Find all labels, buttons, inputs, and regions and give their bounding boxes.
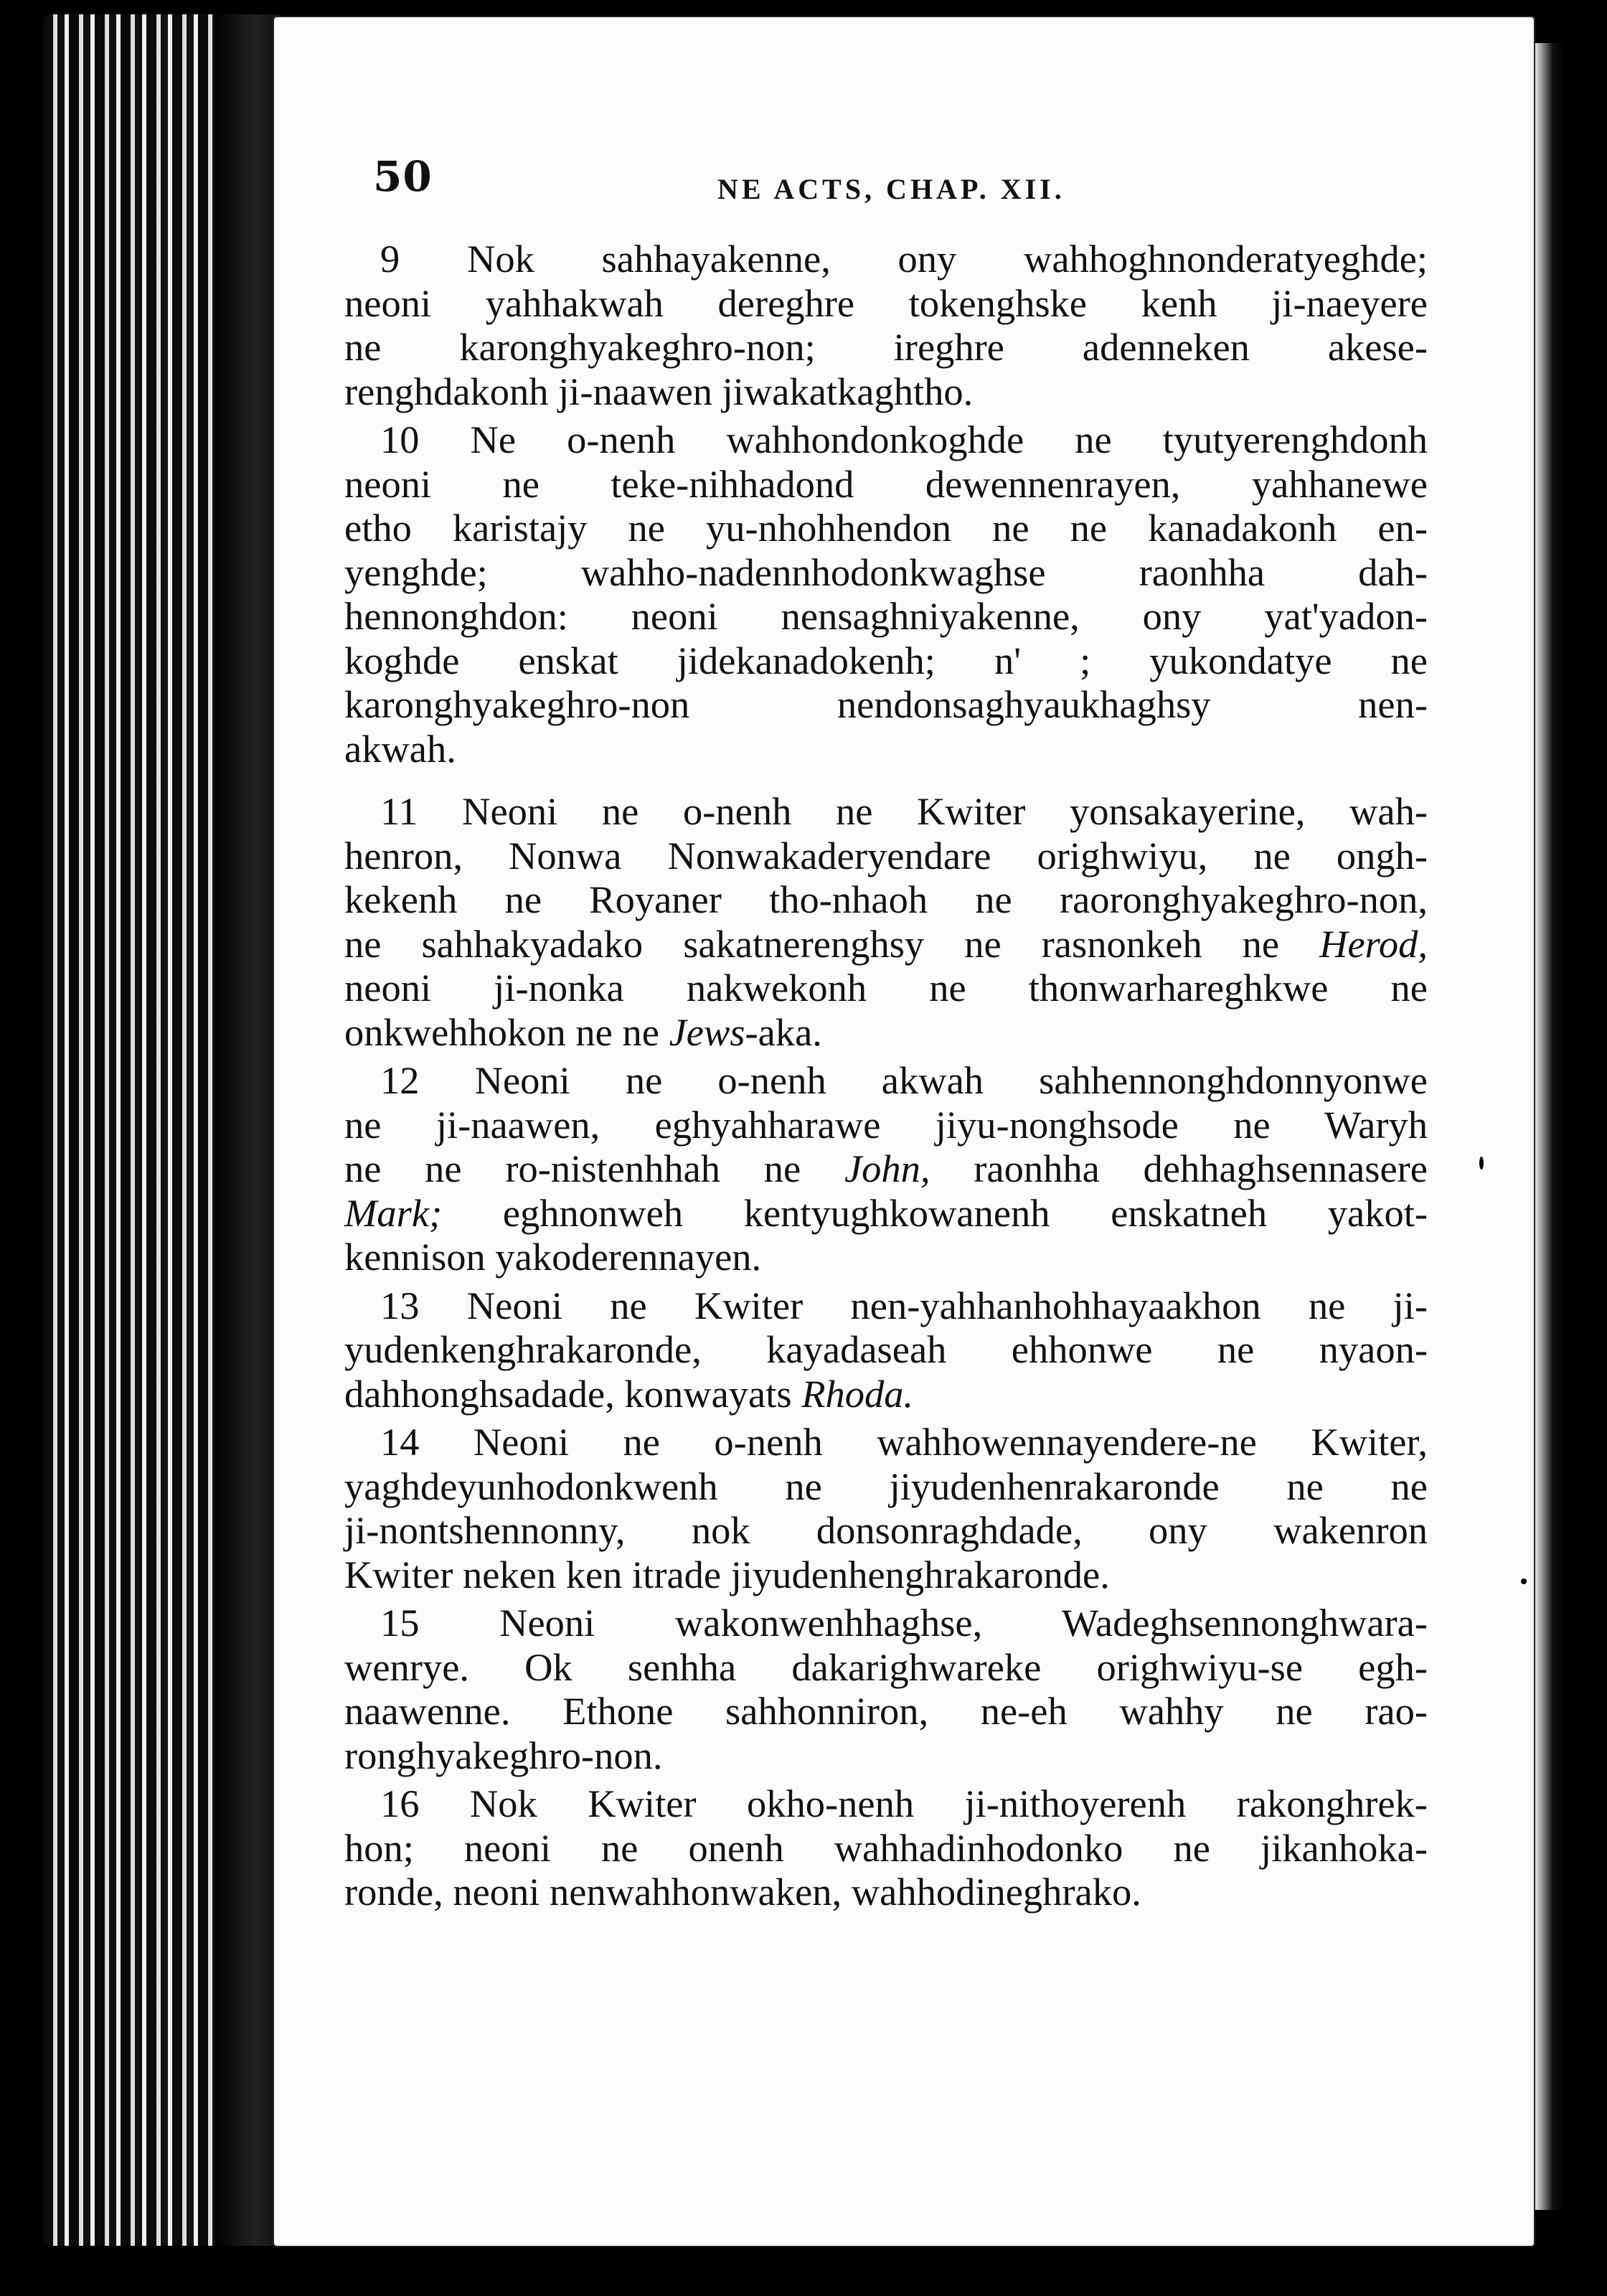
text-line: kekenh ne Royaner tho-nhaoh ne raoronghyakeghro-non,	[344, 878, 1428, 921]
text-line: karonghyakeghro-non nendonsaghyaukhaghsy nen-	[344, 682, 1428, 726]
text-line: ronghyakeghro-non.	[344, 1733, 663, 1777]
text-line: 10 Ne o-nenh wahhondonkoghde ne tyutyerenghdonh	[380, 418, 1428, 461]
text-line: etho karistajy ne yu-nhohhendon ne ne kanadakonh en-	[344, 506, 1428, 550]
running-head: NE ACTS, CHAP. XII.	[717, 173, 1065, 205]
text-line: neoni yahhakwah dereghre tokenghske kenh ji-naeyere	[344, 281, 1428, 325]
text-line: 11 Neoni ne o-nenh ne Kwiter yonsakayerine, wah-	[380, 789, 1428, 833]
text-line: yaghdeyunhodonkwenh ne jiyudenhenrakaronde ne ne	[344, 1464, 1428, 1508]
page-number: 50	[373, 152, 433, 201]
text-line: yenghde; wahho-nadennhodonkwaghse raonhha dah-	[344, 550, 1428, 594]
text-line: renghdakonh ji-naawen jiwakatkaghtho.	[344, 369, 974, 413]
text-line: 15 Neoni wakonwenhhaghse, Wadeghsennonghwara-	[380, 1601, 1428, 1645]
text-line: ne ji-naawen, eghyahharawe jiyu-nonghsode ne Waryh	[344, 1102, 1428, 1147]
text-line: ronde, neoni nenwahhonwaken, wahhodineghrako.	[344, 1870, 1141, 1914]
scan-speck	[1521, 1578, 1527, 1584]
verse-paragraph-9	[344, 237, 1428, 413]
verse-paragraph-12	[344, 1058, 1428, 1279]
gutter-shadow	[215, 14, 280, 2246]
text-line: wenrye. Ok senhha dakarighwareke orighwiyu-se egh-	[344, 1645, 1428, 1689]
text-line: akwah.	[344, 726, 456, 771]
text-line: hon; neoni ne onenh wahhadinhodonko ne jikanhoka-	[344, 1825, 1428, 1870]
text-line: dahhonghsadade, konwayats Rhoda.	[344, 1371, 914, 1416]
verse-paragraph-16	[344, 1782, 1428, 1914]
text-line: henron, Nonwa Nonwakaderyendare orighwiyu, ne ongh-	[344, 833, 1428, 878]
verse-paragraph-14	[344, 1420, 1428, 1596]
text-line: 14 Neoni ne o-nenh wahhowennayendere-ne Kwiter,	[380, 1420, 1428, 1464]
text-line: neoni ji-nonka nakwekonh ne thonwarhareghkwe ne	[344, 966, 1428, 1010]
text-line: Mark; eghnonweh kentyughkowanenh enskatneh yakot-	[344, 1190, 1428, 1235]
body-text	[344, 237, 1428, 1914]
text-line: ne sahhakyadako sakatnerenghsy ne rasnonkeh ne Herod,	[344, 921, 1428, 966]
text-line: neoni ne teke-nihhadond dewennenrayen, yahhanewe	[344, 461, 1428, 506]
text-line: 9 Nok sahhayakenne, ony wahhoghnonderatyeghde;	[380, 237, 1428, 281]
verse-paragraph-10	[344, 418, 1428, 771]
text-line: ne karonghyakeghro-non; ireghre adenneken akese-	[344, 325, 1428, 369]
text-line: onkwehhokon ne ne Jews-aka.	[344, 1010, 822, 1054]
text-line: ne ne ro-nistenhhah ne John, raonhha dehhaghsennasere	[344, 1147, 1428, 1190]
text-line: 16 Nok Kwiter okho-nenh ji-nithoyerenh rakonghrek-	[380, 1782, 1428, 1825]
text-line: 12 Neoni ne o-nenh akwah sahhennonghdonnyonwe	[380, 1058, 1428, 1102]
text-line: ji-nontshennonny, nok donsonraghdade, ony wakenron	[344, 1508, 1428, 1552]
verse-paragraph-13	[344, 1284, 1428, 1416]
scan-speck	[1479, 1157, 1484, 1170]
text-line: koghde enskat jidekanadokenh; n' ; yukondatye ne	[344, 638, 1428, 682]
page-right-edge	[1535, 43, 1564, 2210]
text-line: yudenkenghrakaronde, kayadaseah ehhonwe ne nyaon-	[344, 1327, 1428, 1371]
verse-paragraph-15	[344, 1601, 1428, 1777]
text-line: Kwiter neken ken itrade jiyudenhenghrakaronde.	[344, 1552, 1110, 1596]
text-line: hennonghdon: neoni nensaghniyakenne, ony yat'yadon-	[344, 594, 1428, 638]
verse-paragraph-11	[344, 789, 1428, 1054]
text-line: kennison yakoderennayen.	[344, 1235, 762, 1279]
text-line: naawenne. Ethone sahhonniron, ne-eh wahhy ne rao-	[344, 1689, 1428, 1733]
text-line: 13 Neoni ne Kwiter nen-yahhanhohhayaakhon ne ji-	[380, 1283, 1428, 1327]
